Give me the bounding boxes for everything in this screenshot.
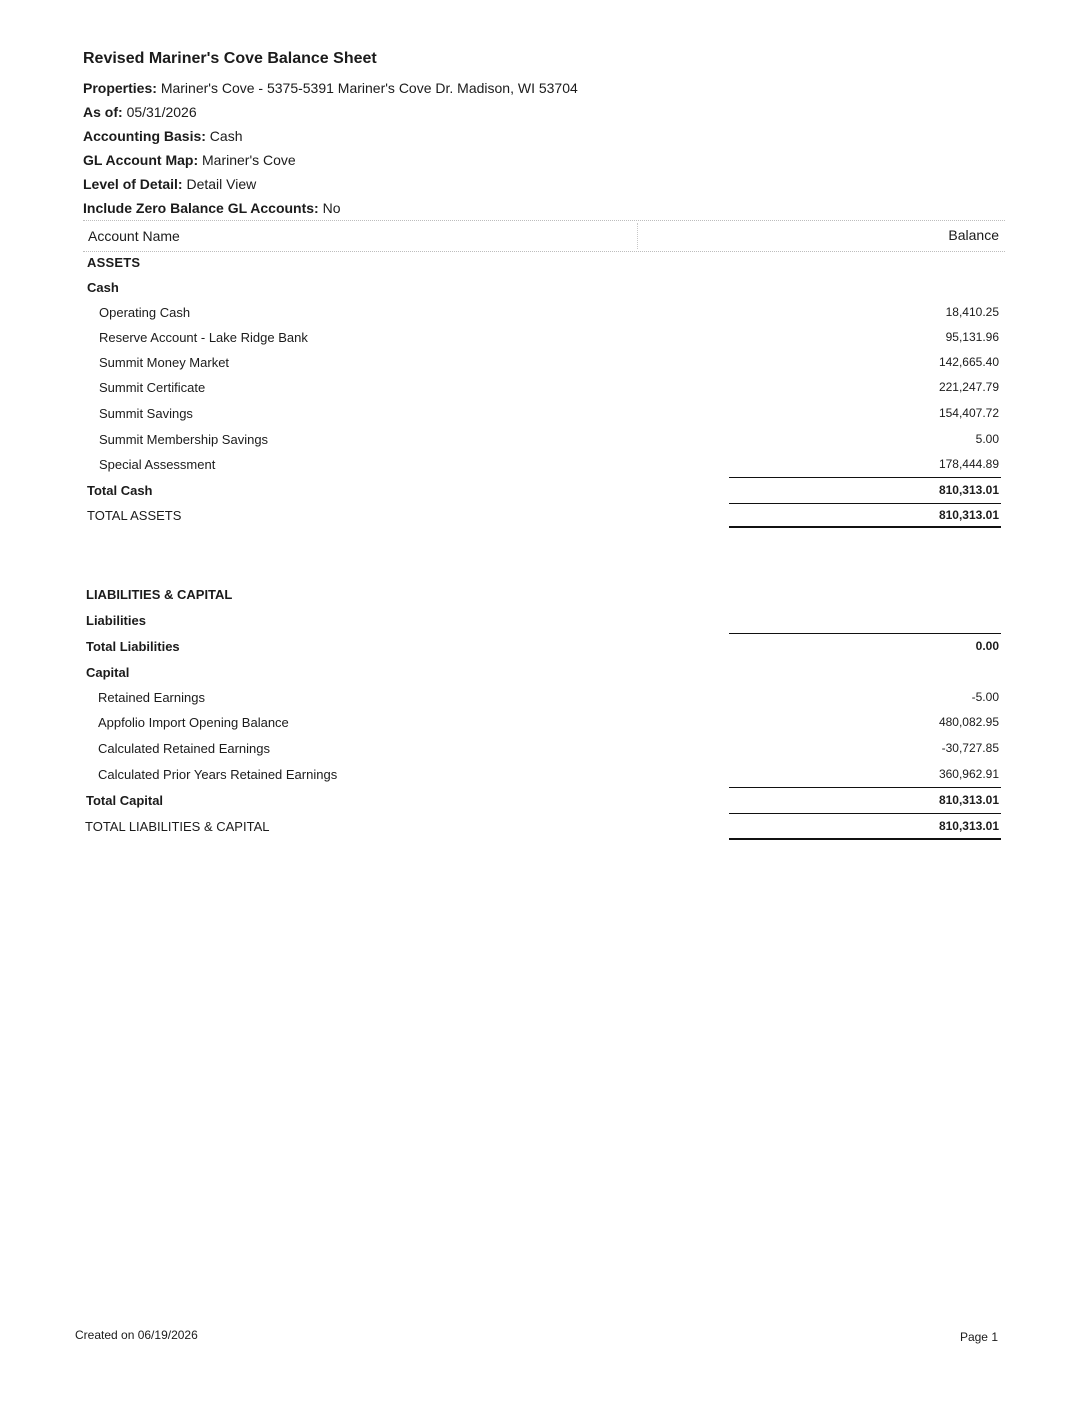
account-balance: -30,727.85 [941, 741, 999, 755]
capital-heading: Capital [86, 665, 130, 680]
table-row [0, 328, 1088, 348]
total-assets-amount: 810,313.01 [938, 508, 999, 522]
table-row [0, 430, 1088, 450]
account-name: Calculated Prior Years Retained Earnings [98, 767, 338, 782]
account-name: Operating Cash [99, 305, 191, 320]
account-name: Appfolio Import Opening Balance [98, 715, 289, 730]
group-heading-capital [0, 663, 1088, 683]
account-balance: 154,407.72 [938, 406, 999, 420]
total-liabilities-capital-label: TOTAL LIABILITIES & CAPITAL [85, 819, 270, 834]
total-capital-amount: 810,313.01 [938, 793, 999, 807]
column-divider [637, 223, 639, 249]
double-rule [729, 838, 1001, 840]
section-heading-assets [0, 253, 1088, 273]
meta-properties: Properties: Mariner's Cove - 5375-5391 Mariner's Cove Dr. Madison, WI 53704 [83, 80, 578, 96]
meta-accounting-basis: Accounting Basis: Cash [83, 128, 243, 144]
created-on-text: Created on 06/19/2026 [75, 1328, 198, 1342]
report-title: Revised Mariner's Cove Balance Sheet [83, 50, 377, 67]
meta-as-of: As of: 05/31/2026 [83, 104, 197, 120]
account-name: Reserve Account - Lake Ridge Bank [99, 330, 308, 345]
total-liabilities-label: Total Liabilities [86, 639, 180, 654]
table-row [0, 378, 1088, 398]
total-cash-label: Total Cash [87, 483, 153, 498]
table-row [0, 688, 1088, 708]
total-capital-label: Total Capital [86, 793, 164, 808]
group-heading-cash [0, 278, 1088, 298]
table-row [0, 303, 1088, 323]
liabilities-heading: Liabilities [86, 613, 146, 628]
column-header-balance: Balance [948, 227, 999, 243]
total-liabilities-amount: 0.00 [975, 639, 999, 653]
account-balance: 95,131.96 [945, 330, 999, 344]
account-balance: 178,444.89 [938, 457, 999, 471]
total-liabilities-capital-amount: 810,313.01 [938, 819, 999, 833]
page-number: Page 1 [959, 1330, 998, 1344]
column-header-account-name: Account Name [88, 228, 180, 244]
total-assets-label: TOTAL ASSETS [87, 508, 182, 523]
table-row [0, 455, 1088, 475]
total-row-liabilities [0, 637, 1088, 657]
account-name: Summit Certificate [99, 380, 206, 395]
account-balance: 221,247.79 [938, 380, 999, 394]
meta-include-zero-balance: Include Zero Balance GL Accounts: No [83, 200, 341, 216]
account-balance: -5.00 [971, 690, 999, 704]
total-rule [729, 813, 1001, 814]
table-row [0, 765, 1088, 785]
account-balance: 5.00 [975, 432, 999, 446]
total-row-assets [0, 506, 1088, 526]
account-name: Summit Membership Savings [99, 432, 269, 447]
subtotal-rule [729, 477, 1001, 478]
cash-heading: Cash [87, 280, 119, 295]
account-name: Retained Earnings [98, 690, 205, 705]
account-balance: 360,962.91 [938, 767, 999, 781]
account-name: Summit Money Market [99, 355, 230, 370]
total-row-cash [0, 481, 1088, 501]
account-name: Calculated Retained Earnings [98, 741, 270, 756]
table-row [0, 404, 1088, 424]
account-balance: 480,082.95 [938, 715, 999, 729]
group-heading-liabilities [0, 611, 1088, 631]
table-row [0, 713, 1088, 733]
total-row-liabilities-capital [0, 817, 1088, 837]
section-heading-liabilities-capital [0, 585, 1088, 605]
table-row [0, 353, 1088, 373]
liabilities-capital-heading: LIABILITIES & CAPITAL [86, 587, 233, 602]
account-name: Summit Savings [99, 406, 193, 421]
total-row-capital [0, 791, 1088, 811]
total-cash-amount: 810,313.01 [938, 483, 999, 497]
meta-gl-account-map: GL Account Map: Mariner's Cove [83, 152, 296, 168]
account-name: Special Assessment [99, 457, 216, 472]
table-row [0, 739, 1088, 759]
account-balance: 142,665.40 [938, 355, 999, 369]
assets-heading: ASSETS [87, 255, 141, 270]
subtotal-rule [729, 787, 1001, 788]
double-rule [729, 526, 1001, 528]
subtotal-rule [729, 633, 1001, 634]
total-rule [729, 503, 1001, 504]
column-header-row [83, 220, 1005, 252]
account-balance: 18,410.25 [945, 305, 999, 319]
meta-level-of-detail: Level of Detail: Detail View [83, 176, 257, 192]
